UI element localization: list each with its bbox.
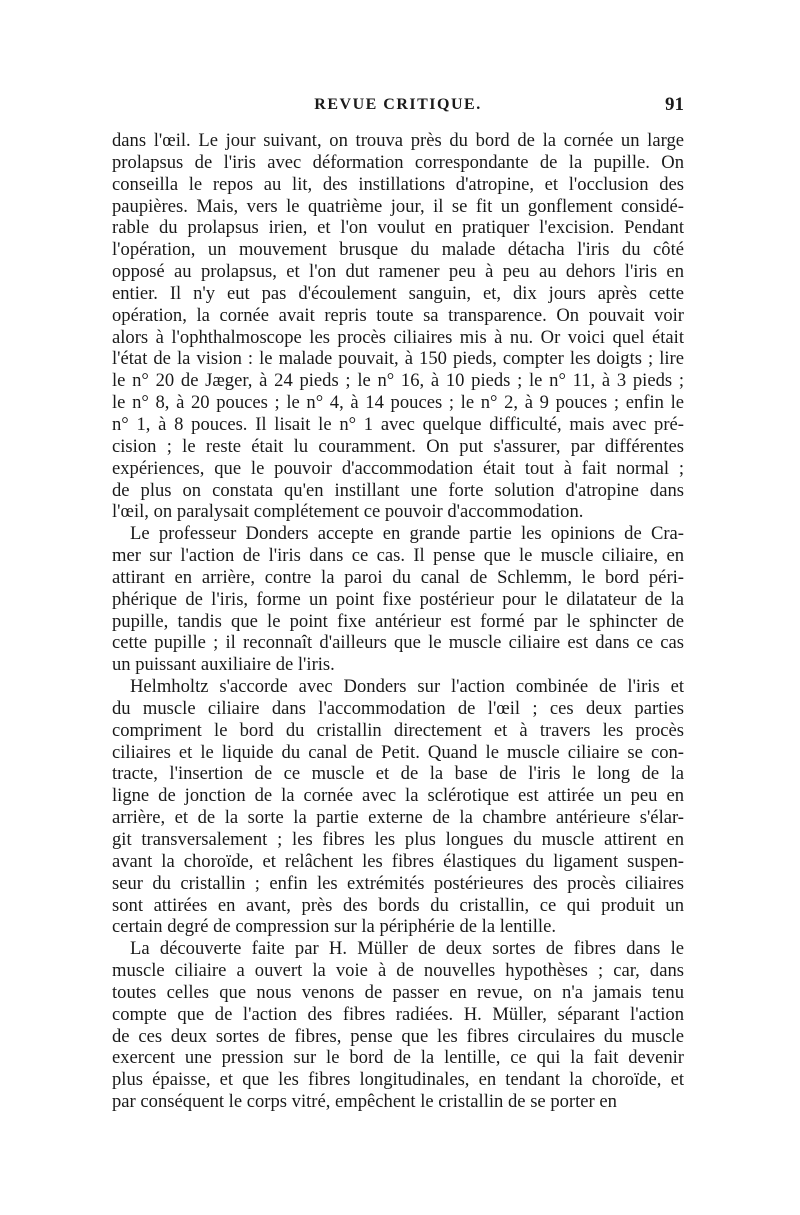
- text-line: alors à l'ophthalmoscope les procès ciliaires mis à nu. Or voici quel était: [112, 326, 684, 348]
- text-line: le n° 20 de Jæger, à 24 pieds ; le n° 16, à 10 pieds ; le n° 11, à 3 pieds ;: [112, 370, 684, 392]
- text-line: Le professeur Donders accepte en grande partie les opinions de Cra-: [130, 523, 684, 545]
- text-line: certain degré de compression sur la périphérie de la lentille.: [112, 916, 556, 938]
- text-line: arrière, et de la sorte la partie externe de la chambre antérieure s'élar-: [112, 807, 684, 829]
- text-line: cision ; le reste était lu couramment. On put s'assurer, par différentes: [112, 435, 684, 457]
- text-line: expériences, que le pouvoir d'accommodation était tout à fait normal ;: [112, 457, 684, 479]
- text-line: opposé au prolapsus, et l'on dut ramener peu à peu au dehors l'iris en: [112, 261, 684, 283]
- text-line: attirant en arrière, contre la paroi du canal de Schlemm, le bord péri-: [112, 566, 684, 588]
- text-line: La découverte faite par H. Müller de deux sortes de fibres dans le: [130, 938, 684, 960]
- text-line: muscle ciliaire a ouvert la voie à de nouvelles hypothèses ; car, dans: [112, 960, 684, 982]
- text-line: par conséquent le corps vitré, empêchent le cristallin de se porter en: [112, 1091, 617, 1113]
- text-line: l'état de la vision : le malade pouvait, à 150 pieds, compter les doigts ; lire: [112, 348, 684, 370]
- text-line: entier. Il n'y eut pas d'écoulement sanguin, et, dix jours après cette: [112, 282, 684, 304]
- text-line: l'œil, on paralysait complétement ce pouvoir d'accommodation.: [112, 501, 584, 523]
- paragraph: [112, 676, 684, 938]
- body-text: [112, 130, 684, 1113]
- text-line: paupières. Mais, vers le quatrième jour, il se fit un gonflement considé-: [112, 195, 684, 217]
- text-line: ligne de jonction de la cornée avec la sclérotique est attirée un peu en: [112, 785, 684, 807]
- text-line: cette pupille ; il reconnaît d'ailleurs que le muscle ciliaire est dans ce cas: [112, 632, 684, 654]
- text-line: exercent une pression sur le bord de la lentille, ce qui la fait devenir: [112, 1047, 684, 1069]
- paragraph: [112, 130, 684, 523]
- running-title: REVUE CRITIQUE.: [314, 96, 482, 113]
- text-line: prolapsus de l'iris avec déformation correspondante de la pupille. On: [112, 151, 684, 173]
- text-line: plus épaisse, et que les fibres longitudinales, en tendant la choroïde, et: [112, 1069, 684, 1091]
- text-line: git transversalement ; les fibres les plus longues du muscle attirent en: [112, 829, 684, 850]
- text-line: phérique de l'iris, forme un point fixe postérieur pour le dilatateur de la: [112, 588, 684, 610]
- page-number: 91: [665, 94, 684, 115]
- text-line: avant la choroïde, et relâchent les fibres élastiques du ligament suspen-: [112, 850, 684, 872]
- text-line: compriment le bord du cristallin directement et à travers les procès: [112, 719, 684, 741]
- text-line: toutes celles que nous venons de passer en revue, on n'a jamais tenu: [112, 981, 684, 1003]
- paragraph: [112, 938, 684, 1113]
- text-line: rable du prolapsus irien, et l'on voulut en pratiquer l'excision. Pendant: [112, 217, 684, 239]
- text-line: seur du cristallin ; enfin les extrémités postérieures des procès ciliaires: [112, 872, 684, 894]
- text-line: conseilla le repos au lit, des instillations d'atropine, et l'occlusion des: [112, 173, 684, 195]
- text-line: ciliaires et le liquide du canal de Petit. Quand le muscle ciliaire se con-: [112, 741, 684, 763]
- text-line: n° 1, à 8 pouces. Il lisait le n° 1 avec quelque difficulté, mais avec pré-: [112, 413, 684, 435]
- running-head: [112, 96, 684, 120]
- text-line: compte que de l'action des fibres radiées. H. Müller, séparant l'action: [112, 1003, 684, 1025]
- text-line: mer sur l'action de l'iris dans ce cas. Il pense que le muscle ciliaire, en: [112, 545, 684, 567]
- text-line: du muscle ciliaire dans l'accommodation de l'œil ; ces deux parties: [112, 697, 684, 719]
- text-line: opération, la cornée avait repris toute sa transparence. On pouvait voir: [112, 304, 684, 326]
- text-line: l'opération, un mouvement brusque du malade détacha l'iris du côté: [112, 239, 684, 261]
- text-line: tracte, l'insertion de ce muscle et de la base de l'iris le long de la: [112, 763, 684, 785]
- text-line: un puissant auxiliaire de l'iris.: [112, 654, 335, 676]
- text-line: le n° 8, à 20 pouces ; le n° 4, à 14 pouces ; le n° 2, à 9 pouces ; enfin le: [112, 392, 684, 414]
- text-line: Helmholtz s'accorde avec Donders sur l'action combinée de l'iris et: [130, 676, 684, 698]
- text-line: pupille, tandis que le point fixe antérieur est formé par le sphincter de: [112, 610, 684, 632]
- text-line: dans l'œil. Le jour suivant, on trouva près du bord de la cornée un large: [112, 130, 684, 151]
- text-line: de plus on constata qu'en instillant une forte solution d'atropine dans: [112, 479, 684, 501]
- text-line: de ces deux sortes de fibres, pense que les fibres circulaires du muscle: [112, 1025, 684, 1047]
- text-line: sont attirées en avant, près des bords du cristallin, ce qui produit un: [112, 894, 684, 916]
- paragraph: [112, 523, 684, 676]
